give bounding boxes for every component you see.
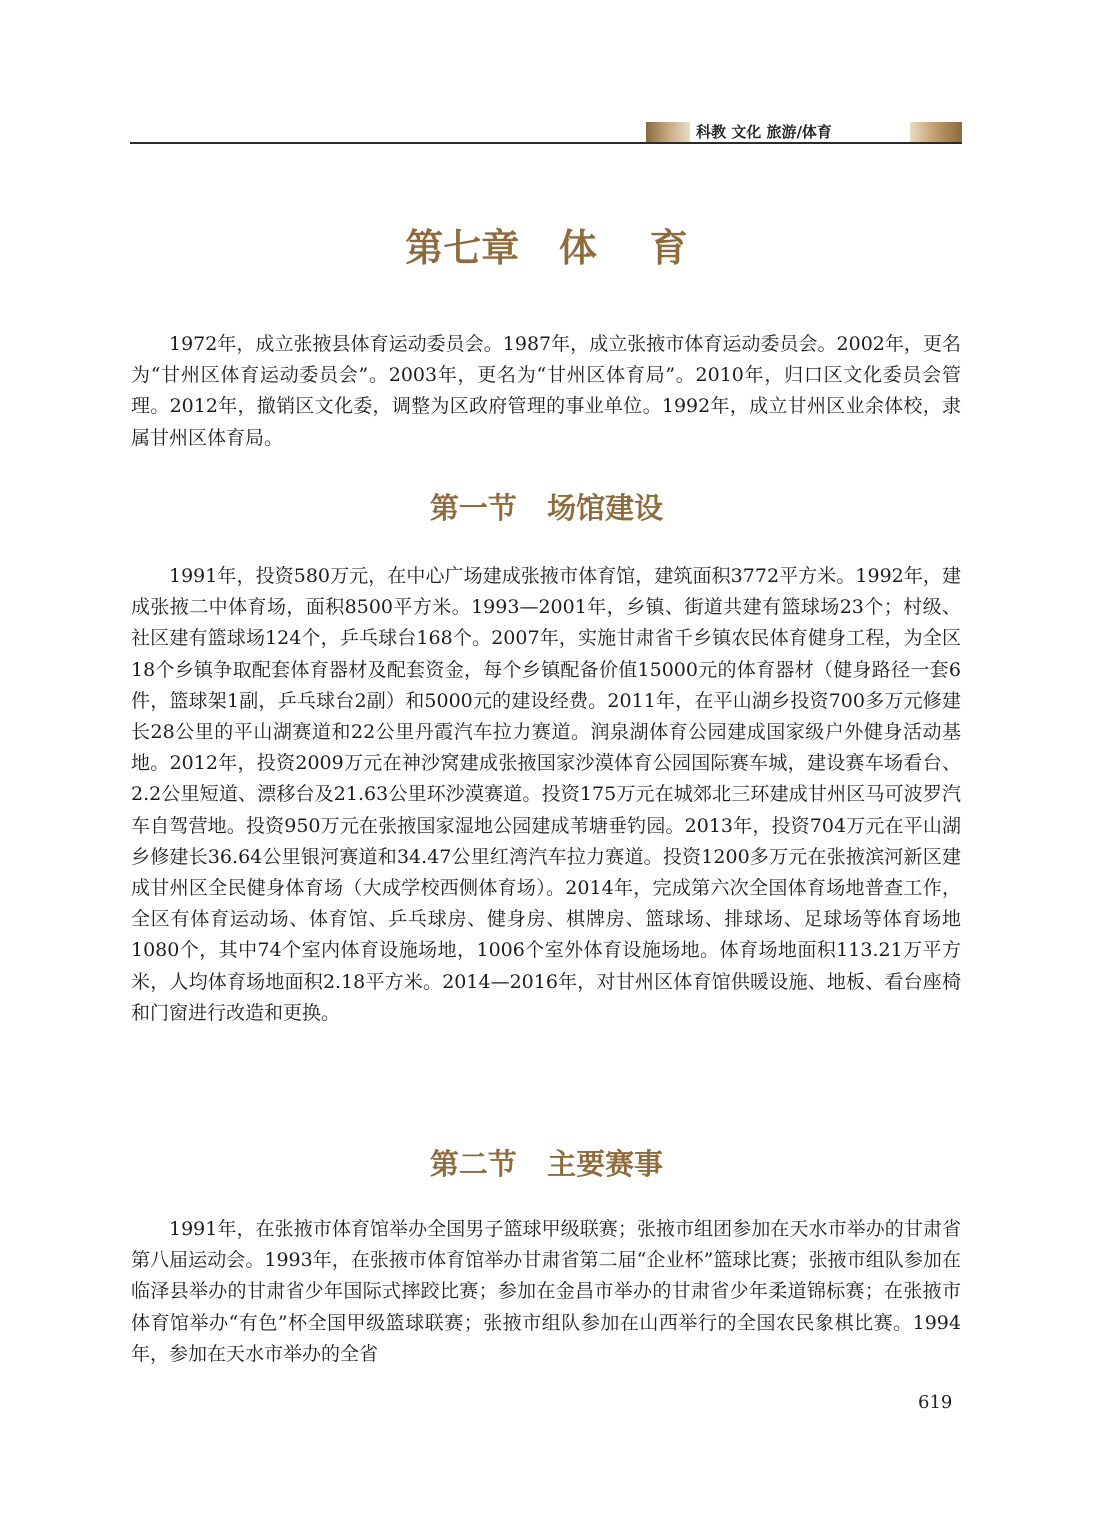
section-title-venues: 第一节 场馆建设 [429,491,664,525]
chapter-intro-paragraph: 1972年，成立张掖县体育运动委员会。1987年，成立张掖市体育运动委员会。2002年，更名为“甘州区体育运动委员会”。2003年，更名为“甘州区体育局”。2010年，归口区文化委员会管理。2012年，撤销区文化委，调整为区政府管理的事业单位。1992年，成立甘州区业余体校，隶属甘州区体育局。 [131,333,961,449]
section-events-paragraph: 1991年，在张掖市体育馆举办全国男子篮球甲级联赛；张掖市组团参加在天水市举办的甘肃省第八届运动会。1993年，在张掖市体育馆举办甘肃省第二届“企业杯”篮球比赛；张掖市组队参加在临泽县举办的甘肃省少年国际式摔跤比赛；参加在金昌市举办的甘肃省少年柔道锦标赛；在张掖市体育馆举办“有色”杯全国甲级篮球联赛；张掖市组队参加在山西举行的全国农民象棋比赛。1994年，参加在天水市举办的全省 [131,1218,961,1365]
header-band-right [910,122,962,142]
section-venues-paragraph: 1991年，投资580万元，在中心广场建成张掖市体育馆，建筑面积3772平方米。1992年，建成张掖二中体育场，面积8500平方米。1993—2001年，乡镇、街道共建有篮球场23个；村级、社区建有篮球场124个，乒乓球台168个。2007年，实施甘肃省千乡镇农民体育健身工程，为全区18个乡镇争取配套体育器材及配套资金，每个乡镇配备价值15000元的体育器材（健身路径一套6件，篮球架1副，乒乓球台2副）和5000元的建设经费。2011年，在平山湖乡投资700多万元修建长28公里的平山湖赛道和22公里丹霞汽车拉力赛道。润泉湖体育公园建成国家级户外健身活动基地。2012年，投资2009万元在神沙窝建成张掖国家沙漠体育公园国际赛车城，建设赛车场看台、2.2公里短道、漂移台及21.63公里环沙漠赛道。投资175万元在城郊北三环建成甘州区马可波罗汽车自驾营地。投资950万元在张掖国家湿地公园建成苇塘垂钓园。2013年，投资704万元在平山湖乡修建长36.64公里银河赛道和34.47公里红湾汽车拉力赛道。投资1200多万元在张掖滨河新区建成甘州区全民健身体育场（大成学校西侧体育场）。2014年，完成第六次全国体育场地普查工作，全区有体育运动场、体育馆、乒乓球房、健身房、棋牌房、篮球场、排球场、足球场等体育场地1080个，其中74个室内体育设施场地，1006个室外体育设施场地。体育场地面积113.21万平方米，人均体育场地面积2.18平方米。2014—2016年，对甘州区体育馆供暖设施、地板、看台座椅和门窗进行改造和更换。 [131,565,961,1024]
chapter-title: 第七章 体 育 [405,226,688,270]
header-rule [130,142,962,144]
section-title-events: 第二节 主要赛事 [429,1147,664,1181]
header-band-left [646,122,690,142]
page-number: 619 [918,1392,953,1413]
header-section-label: 科教 文化 旅游/体育 [696,123,832,141]
